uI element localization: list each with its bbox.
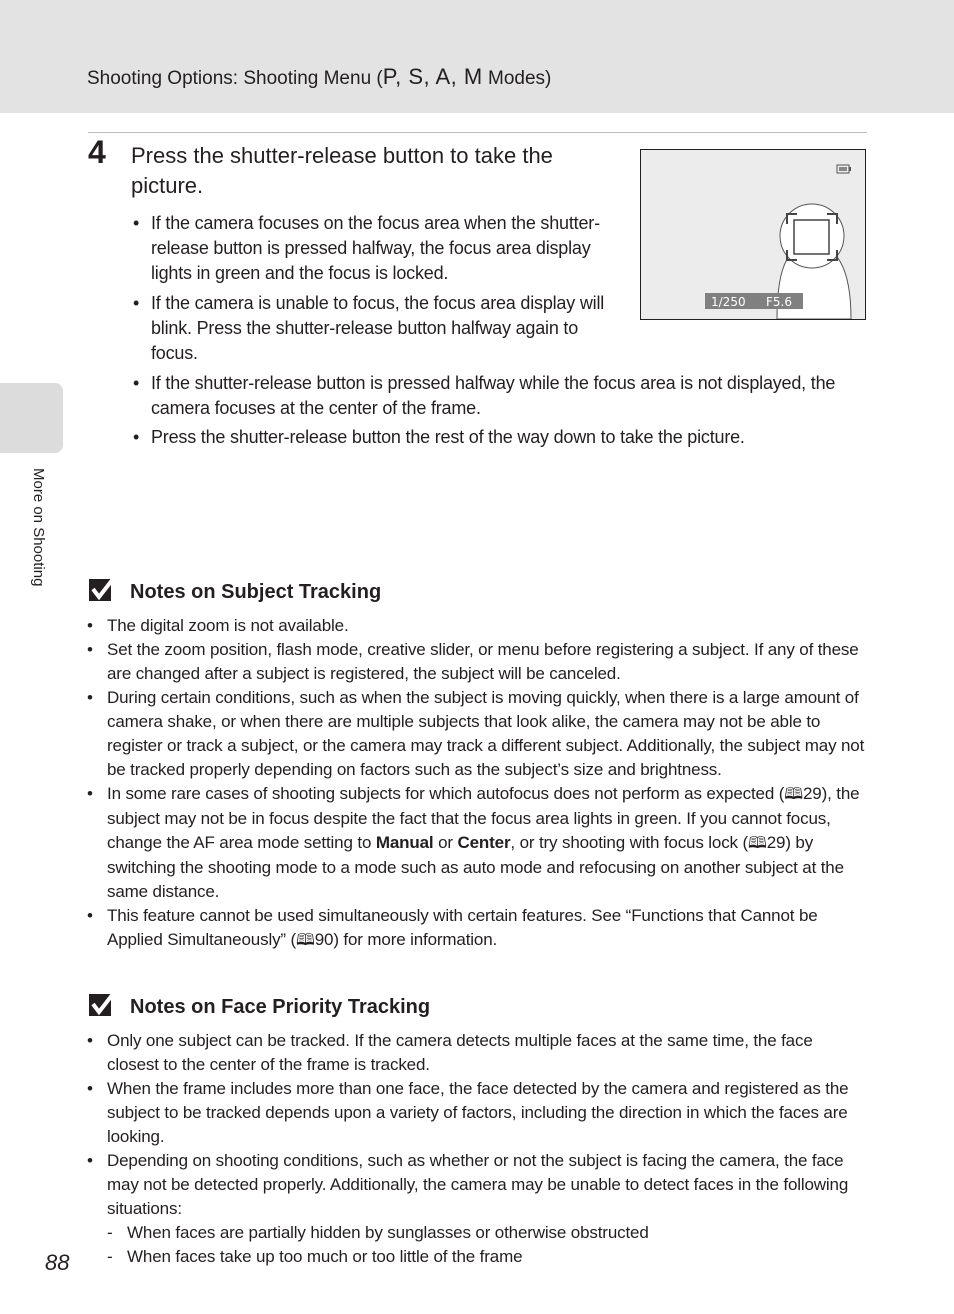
page-number: 88: [45, 1250, 70, 1275]
text: In some rare cases of shooting subjects for which autofocus does not perform as expected (: [107, 784, 785, 803]
sub-list-item: - When faces take up too much or too little of the frame: [107, 1245, 867, 1269]
aperture-readout: F5.6: [766, 295, 792, 309]
list-item: [107, 782, 867, 904]
step-number: 4: [88, 134, 106, 170]
page-ref: 29: [766, 833, 786, 852]
check-note-icon: [88, 576, 116, 604]
note-heading-subject-tracking: [88, 576, 381, 604]
step-bullet: • If the shutter-release button is pressed halfway while the focus area is not displayed, the camera focuses at the center of the frame.: [151, 371, 867, 421]
step-bullet: • Press the shutter-release button the rest of the way down to take the picture.: [151, 425, 867, 450]
book-reference-icon: 🕮: [296, 932, 315, 949]
note-title: Notes on Face Priority Tracking: [130, 996, 431, 1018]
list-item: • When the frame includes more than one face, the face detected by the camera and registered as the subject to be tracked depends upon a variety of factors, including the direction in which the faces are looking.: [107, 1077, 867, 1149]
text: or: [433, 833, 458, 852]
step-bullet-list-wide: [151, 371, 867, 454]
note-title: Notes on Subject Tracking: [130, 581, 382, 603]
text: This feature cannot be used simultaneously with certain features. See “Functions that Cannot be Applied Simultaneously” (: [107, 906, 818, 949]
text: ) for more information.: [333, 930, 498, 949]
monitor-svg: [641, 150, 865, 319]
header-modes: P, S, A, M: [382, 64, 483, 89]
list-item: [107, 1149, 867, 1269]
step-title: Press the shutter-release button to take the picture.: [131, 143, 553, 198]
text: ) by switching the shooting mode to a mode such as auto mode and refocusing on another subject at the same distance.: [107, 833, 844, 901]
list-item: • Only one subject can be tracked. If the camera detects multiple faces at the same time, the face closest to the center of the frame is tracked.: [107, 1029, 867, 1077]
book-reference-icon: 🕮: [748, 835, 767, 852]
section-tab: [0, 383, 63, 453]
list-item: • During certain conditions, such as when the subject is moving quickly, when there is a large amount of camera shake, or when there are multiple subjects that look alike, the camera may not be able to register or track a subject, or the camera may track a different subject. Additionally, the subject may not be tracked properly depending on factors such as the subject’s size and brightness.: [107, 686, 867, 782]
step-bullet: • If the camera is unable to focus, the focus area display will blink. Press the shutter-release button halfway again to focus.: [151, 291, 611, 366]
divider-rule: [88, 132, 867, 133]
header-title-suffix: Modes): [482, 68, 552, 89]
shutter-speed-readout: 1/250: [711, 295, 746, 309]
list-item: [107, 904, 867, 953]
list-item: • The digital zoom is not available.: [107, 614, 867, 638]
note-heading-face-priority: [88, 991, 430, 1019]
sub-list: [107, 1221, 867, 1269]
camera-monitor-illustration: [640, 149, 866, 320]
center-option: Center: [457, 833, 511, 852]
text: ), the subject may not be in focus despite the fact that the focus area lights in green. If you cannot focus, change the AF area mode setting to: [107, 784, 860, 852]
section-label: More on Shooting: [30, 468, 47, 587]
face-priority-note-list: [107, 1029, 867, 1269]
subject-tracking-note-list: [107, 614, 867, 953]
sub-list-item: - When faces are partially hidden by sunglasses or otherwise obstructed: [107, 1221, 867, 1245]
text: Depending on shooting conditions, such as whether or not the subject is facing the camera, the face may not be detected properly. Additionally, the camera may be unable to detect faces in the following situations:: [107, 1151, 849, 1218]
step-bullet: • If the camera focuses on the focus area when the shutter-release button is pressed halfway, the focus area display lights in green and the focus is locked.: [151, 211, 611, 286]
header-title: [87, 64, 551, 90]
page-ref: 90: [314, 930, 334, 949]
battery-icon: [837, 165, 851, 173]
book-reference-icon: 🕮: [784, 786, 803, 803]
check-note-icon: [88, 991, 116, 1019]
header-band: [0, 0, 954, 113]
page-ref: 29: [802, 784, 822, 803]
manual-option: Manual: [375, 833, 434, 852]
list-item: • Set the zoom position, flash mode, creative slider, or menu before registering a subject. If any of these are changed after a subject is registered, the subject will be canceled.: [107, 638, 867, 686]
step-bullet-list: [151, 211, 611, 371]
text: , or try shooting with focus lock (: [510, 833, 748, 852]
header-title-prefix: Shooting Options: Shooting Menu (: [87, 68, 383, 89]
